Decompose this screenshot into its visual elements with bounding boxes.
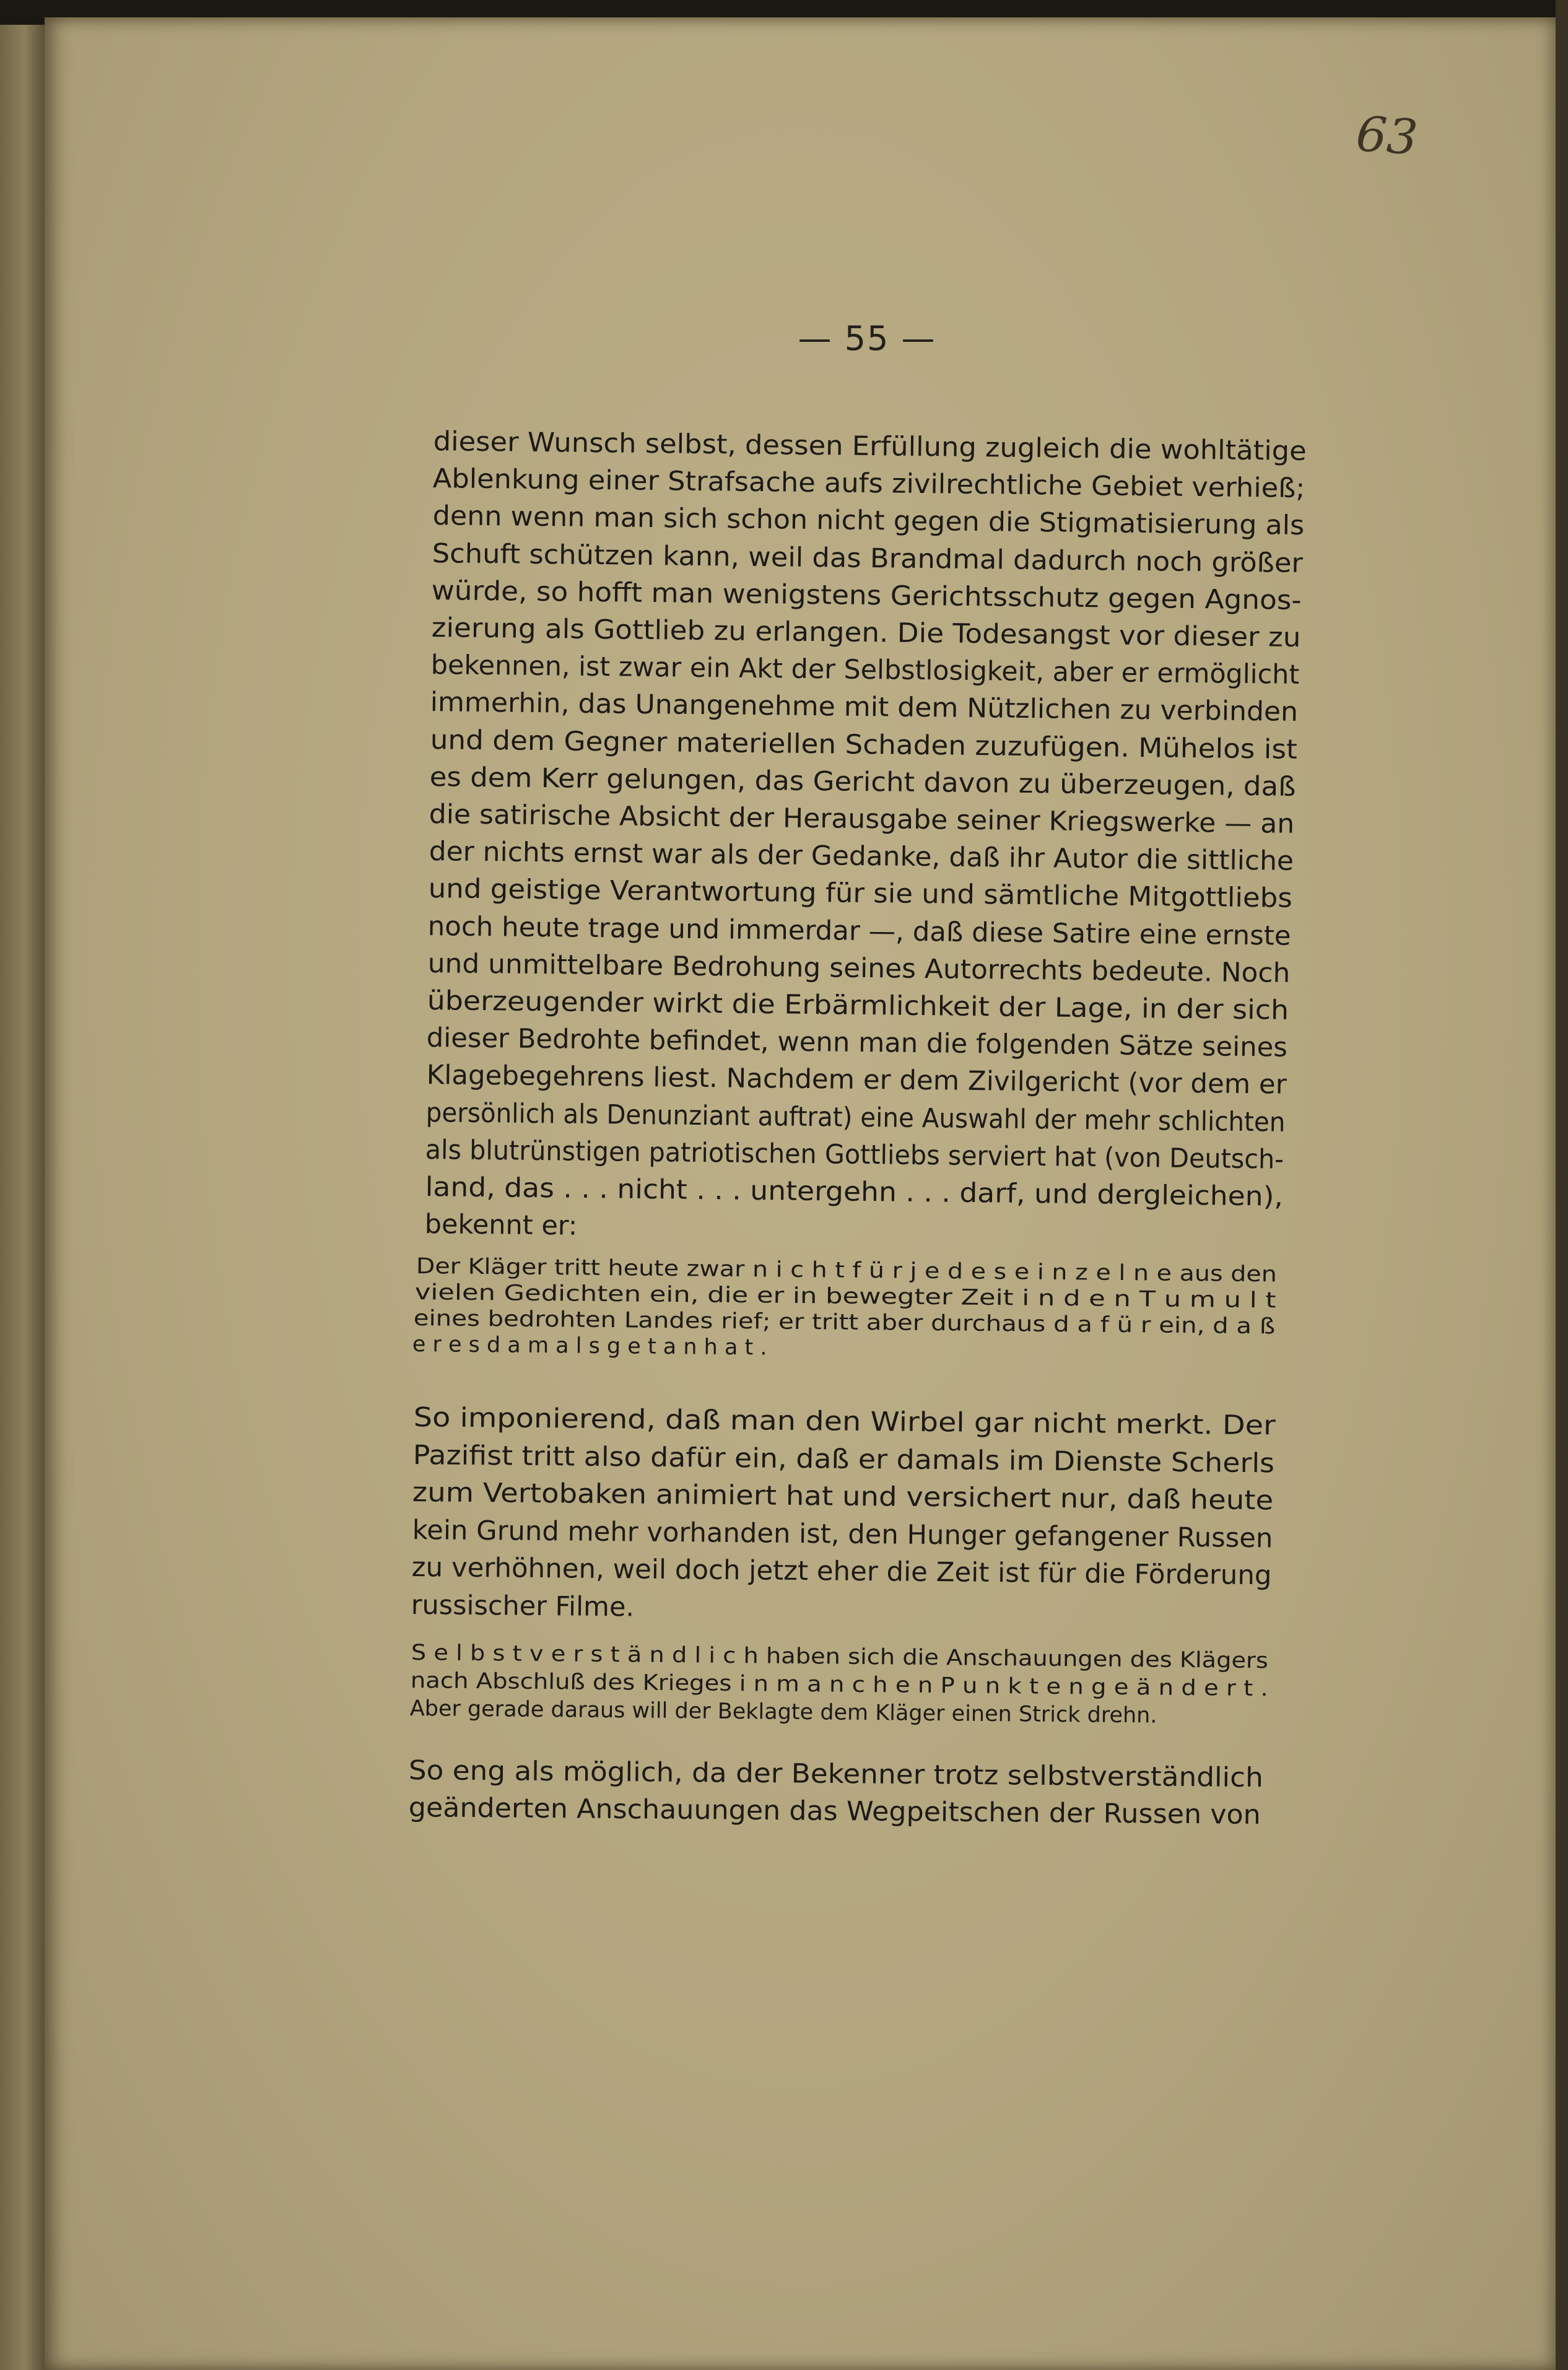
quote-2-line: nach Abschluß des Krieges i n m a n c h e n P u n k t e n g e ä n d e r t . bbox=[410, 1668, 1268, 1702]
quote-1-line: e r e s d a m a l s g e t a n h a t . bbox=[412, 1332, 767, 1361]
quote-2-line: Aber gerade daraus will der Beklagte dem Kläger einen Strick drehn. bbox=[409, 1696, 1157, 1728]
quote-1-line: vielen Gedichten ein, die er in bewegter Zeit i n d e n T u m u l t bbox=[414, 1280, 1276, 1314]
paragraph-1-line: würde, so hofft man wenigstens Gerichtsschutz gegen Agnos- bbox=[431, 575, 1302, 616]
paragraph-1-line: und geistige Verantwortung für sie und sämtliche Mitgottliebs bbox=[428, 873, 1293, 915]
paragraph-3-line: So eng als möglich, da der Bekenner trotz selbstverständlich bbox=[408, 1755, 1264, 1794]
paragraph-1-line: land, das . . . nicht . . . untergehn . . . darf, und dergleichen), bbox=[425, 1172, 1283, 1213]
quote-1-line: Der Kläger tritt heute zwar n i c h t f ü r j e d e s e i n z e l n e aus den bbox=[416, 1254, 1277, 1287]
paragraph-1-line: Ablenkung einer Strafsache aufs zivilrechtliche Gebiet verhieß; bbox=[432, 463, 1306, 505]
paragraph-1-line: als blutrünstigen patriotischen Gottliebs serviert hat (von Deutsch- bbox=[425, 1134, 1284, 1175]
paragraph-1-line: dieser Bedrohte befindet, wenn man die folgenden Sätze seines bbox=[426, 1022, 1288, 1063]
paragraph-1-line: immerhin, das Unangenehme mit dem Nützlichen zu verbinden bbox=[430, 687, 1299, 728]
paragraph-1-line: bekennen, ist zwar ein Akt der Selbstlosigkeit, aber er ermöglicht bbox=[430, 650, 1300, 691]
paragraph-1-line: die satirische Absicht der Herausgabe seiner Kriegswerke — an bbox=[429, 799, 1295, 840]
paragraph-2-line: So imponierend, daß man den Wirbel gar nicht merkt. Der bbox=[413, 1402, 1276, 1442]
paragraph-1-line: zierung als Gottlieb zu erlangen. Die Todesangst vor dieser zu bbox=[431, 612, 1301, 653]
paragraph-2-line: russischer Filme. bbox=[411, 1589, 635, 1623]
paragraph-1-line: denn wenn man sich schon nicht gegen die Stigmatisierung als bbox=[432, 500, 1305, 542]
paragraph-1-line: bekennt er: bbox=[424, 1209, 578, 1242]
paragraph-1-line: Klagebegehrens liest. Nachdem er dem Zivilgericht (vor dem er bbox=[426, 1060, 1287, 1101]
paragraph-1-line: persönlich als Denunziant auftrat) eine Auswahl der mehr schlichten bbox=[425, 1097, 1286, 1138]
paragraph-1-line: dieser Wunsch selbst, dessen Erfüllung zugleich die wohltätige bbox=[433, 426, 1307, 467]
quote-1-line: eines bedrohten Landes rief; er tritt aber durchaus d a f ü r ein, d a ß bbox=[413, 1306, 1276, 1340]
paragraph-3-line: geänderten Anschauungen das Wegpeitschen der Russen von bbox=[408, 1792, 1261, 1831]
handwritten-page-number: 63 bbox=[1354, 106, 1420, 167]
paragraph-1-line: der nichts ernst war als der Gedanke, daß ihr Autor die sittliche bbox=[429, 836, 1294, 878]
paragraph-2-line: Pazifist tritt also dafür ein, daß er damals im Dienste Scherls bbox=[412, 1439, 1275, 1479]
paragraph-1-line: noch heute trage und immerdar —, daß diese Satire eine ernste bbox=[427, 910, 1292, 952]
paragraph-1-line: Schuft schützen kann, weil das Brandmal dadurch noch größer bbox=[432, 538, 1304, 579]
quote-2-line: S e l b s t v e r s t ä n d l i c h haben sich die Anschauungen des Klägers bbox=[411, 1640, 1268, 1674]
page-number: — 55 — bbox=[798, 319, 936, 358]
paragraph-1-line: und unmittelbare Bedrohung seines Autorrechts bedeute. Noch bbox=[427, 948, 1291, 989]
paragraph-1-line: überzeugender wirkt die Erbärmlichkeit der Lage, in der sich bbox=[427, 985, 1289, 1026]
paragraph-2-line: zum Vertobaken animiert hat und versichert nur, daß heute bbox=[412, 1477, 1274, 1517]
paragraph-2-line: zu verhöhnen, weil doch jetzt eher die Zeit ist für die Förderung bbox=[411, 1552, 1272, 1592]
paragraph-1-line: es dem Kerr gelungen, das Gericht davon zu überzeugen, daß bbox=[429, 761, 1296, 803]
paragraph-1-line: und dem Gegner materiellen Schaden zuzufügen. Mühelos ist bbox=[430, 724, 1297, 765]
paragraph-2-line: kein Grund mehr vorhanden ist, den Hunger gefangener Russen bbox=[412, 1514, 1273, 1554]
